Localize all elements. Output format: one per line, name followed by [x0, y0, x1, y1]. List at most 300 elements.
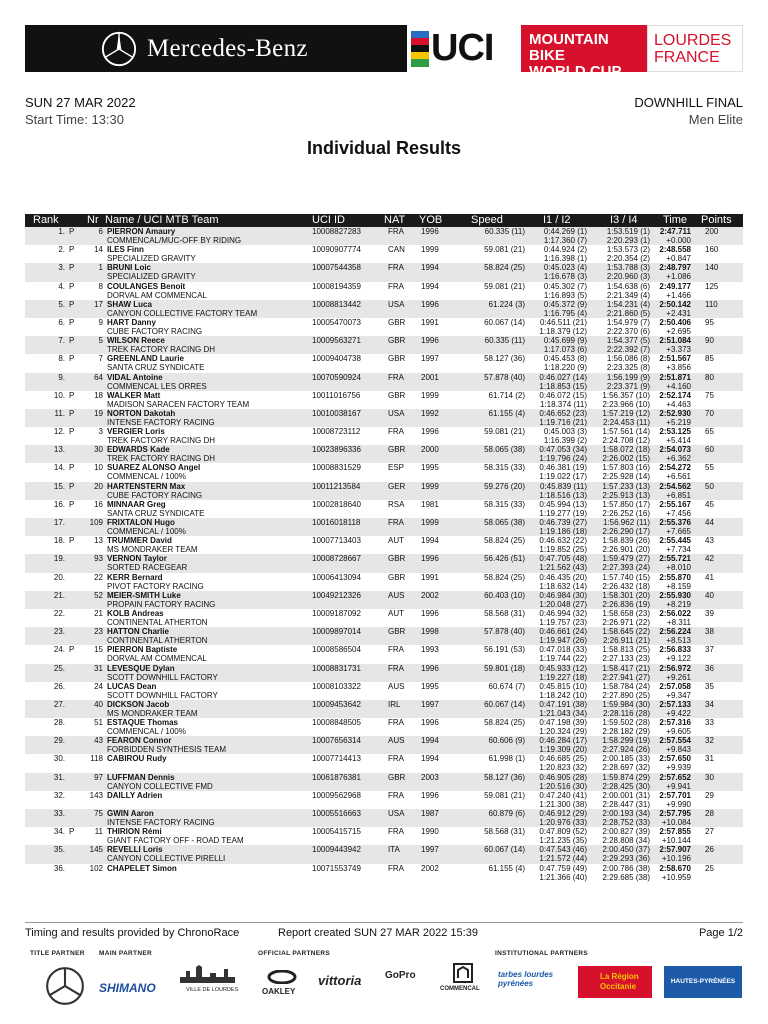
- bib-number-cell: 23: [94, 627, 103, 637]
- nationality-cell: FRA: [388, 227, 404, 236]
- nationality-cell: GBR: [388, 554, 406, 564]
- table-row: [25, 445, 743, 463]
- uci-id-cell: 10006413094: [312, 572, 361, 582]
- split-i1-cell: 0:47.809 (52): [539, 827, 587, 837]
- year-of-birth-cell: 1997: [421, 354, 439, 364]
- bib-number-cell: 143: [89, 790, 103, 800]
- split-i1-cell: 0:47.018 (33): [539, 645, 587, 655]
- rank-cell: 15.: [53, 481, 65, 491]
- points-cell: 41: [705, 572, 714, 582]
- table-row: [25, 263, 743, 281]
- split-i2-cell: 1:19.277 (19): [539, 508, 587, 518]
- split-i1-cell: 0:47.191 (38): [539, 699, 587, 709]
- year-of-birth-cell: 2000: [421, 445, 439, 455]
- split-i2-cell: 1:18.632 (14): [539, 581, 587, 591]
- year-of-birth-cell: 1996: [421, 336, 439, 346]
- split-i4-cell: 2:26.432 (18): [602, 581, 650, 591]
- time-gap-cell: +6.851: [666, 490, 691, 500]
- team-name-cell: DORVAL AM COMMENCAL: [107, 654, 207, 664]
- split-i4-cell: 2:20.960 (3): [606, 272, 650, 282]
- finish-time-cell: 2:55.167: [659, 499, 691, 509]
- finish-time-cell: 2:56.022: [659, 608, 691, 618]
- time-gap-cell: +9.939: [666, 763, 691, 773]
- points-cell: 31: [705, 754, 714, 764]
- team-name-cell: CANYON COLLECTIVE PIRELLI: [107, 854, 226, 864]
- prio-cell: P: [69, 227, 75, 236]
- time-gap-cell: +9.261: [666, 672, 691, 682]
- rank-cell: 16.: [53, 499, 65, 509]
- team-name-cell: CUBE FACTORY RACING: [107, 490, 203, 500]
- split-i1-cell: 0:45.003 (3): [543, 427, 587, 437]
- time-gap-cell: +7.734: [666, 545, 691, 555]
- team-name-cell: CUBE FACTORY RACING: [107, 326, 203, 336]
- points-cell: 40: [705, 590, 714, 600]
- time-gap-cell: +9.941: [666, 781, 691, 791]
- split-i3-cell: 1:59.502 (28): [602, 718, 650, 728]
- bib-number-cell: 75: [94, 809, 103, 818]
- split-i1-cell: 0:46.661 (24): [539, 627, 587, 637]
- col-rank: Rank: [33, 214, 59, 226]
- table-row: [25, 845, 743, 863]
- uci-id-cell: 10071553749: [312, 863, 361, 873]
- rider-name-cell: SHAW Luca: [107, 299, 152, 309]
- year-of-birth-cell: 1999: [421, 390, 439, 400]
- bib-number-cell: 16: [94, 499, 103, 509]
- split-i1-cell: 0:47.198 (39): [539, 718, 587, 728]
- split-i3-cell: 1:54.231 (4): [606, 299, 650, 309]
- bib-number-cell: 102: [89, 863, 103, 873]
- brand-name: Mercedes-Benz: [147, 34, 308, 62]
- time-gap-cell: +10.196: [661, 854, 691, 864]
- uci-id-cell: 10005470073: [312, 317, 361, 327]
- table-row: [25, 536, 743, 554]
- rider-name-cell: VIDAL Antoine: [107, 372, 163, 382]
- tarbes-logo: tarbes lourdes pyrénées: [498, 970, 554, 988]
- speed-cell: 58.824 (25): [484, 572, 525, 582]
- prio-cell: P: [69, 263, 75, 273]
- rider-name-cell: WALKER Matt: [107, 390, 161, 400]
- time-gap-cell: +2.431: [666, 308, 691, 318]
- split-i3-cell: 2:00.827 (39): [602, 827, 650, 837]
- split-i3-cell: 1:58.645 (22): [602, 627, 650, 637]
- year-of-birth-cell: 1994: [421, 281, 439, 291]
- points-cell: 80: [705, 372, 714, 382]
- bib-number-cell: 64: [94, 372, 103, 382]
- rank-cell: 10.: [53, 390, 65, 400]
- nationality-cell: FRA: [388, 863, 404, 873]
- team-name-cell: TREK FACTORY RACING DH: [107, 436, 216, 446]
- finish-time-cell: 2:52.174: [659, 390, 691, 400]
- rank-cell: 32.: [53, 790, 65, 800]
- prio-cell: P: [69, 481, 75, 491]
- nationality-cell: FRA: [388, 263, 404, 273]
- finish-time-cell: 2:51.567: [659, 354, 691, 364]
- bib-number-cell: 93: [94, 554, 103, 564]
- team-name-cell: PIVOT FACTORY RACING: [107, 581, 204, 591]
- official-partners-label: OFFICIAL PARTNERS: [258, 950, 331, 957]
- speed-cell: 58.824 (25): [484, 263, 525, 273]
- points-cell: 32: [705, 736, 714, 746]
- col-uci-id: UCI ID: [312, 214, 345, 226]
- rider-name-cell: FRIXTALON Hugo: [107, 518, 175, 527]
- year-of-birth-cell: 1996: [421, 299, 439, 309]
- rider-name-cell: KOLB Andreas: [107, 608, 164, 618]
- split-i1-cell: 0:46.511 (21): [540, 317, 587, 327]
- page-title: Individual Results: [306, 138, 462, 158]
- rank-cell: 33.: [53, 809, 65, 818]
- table-row: [25, 609, 743, 627]
- team-name-cell: COMMENCAL/MUC-OFF BY RIDING: [107, 236, 242, 245]
- uci-id-cell: 10016018118: [312, 518, 361, 527]
- speed-cell: 60.335 (11): [484, 336, 525, 346]
- finish-time-cell: 2:48.558: [659, 245, 691, 255]
- team-name-cell: SPECIALIZED GRAVITY: [107, 272, 196, 282]
- nationality-cell: ESP: [388, 463, 405, 473]
- rider-name-cell: EDWARDS Kade: [107, 445, 170, 455]
- col-speed: Speed: [471, 214, 503, 226]
- split-i4-cell: 2:28.808 (34): [602, 836, 650, 846]
- nationality-cell: AUT: [388, 608, 404, 618]
- split-i4-cell: 2:26.252 (16): [602, 508, 650, 518]
- finish-time-cell: 2:54.562: [659, 481, 691, 491]
- year-of-birth-cell: 1996: [421, 608, 439, 618]
- ville-skyline-icon: [180, 965, 235, 983]
- uci-id-cell: 10009562968: [312, 790, 361, 800]
- rider-name-cell: HATTON Charlie: [107, 627, 169, 637]
- table-row: [25, 736, 743, 754]
- speed-cell: 59.081 (21): [484, 427, 525, 437]
- split-i1-cell: 0:45.023 (4): [543, 263, 587, 273]
- speed-cell: 59.801 (18): [484, 663, 525, 673]
- nationality-cell: FRA: [388, 827, 404, 837]
- time-gap-cell: +9.122: [666, 654, 691, 664]
- mercedes-star-icon: [100, 30, 138, 68]
- table-row: [25, 318, 743, 336]
- speed-cell: 59.081 (21): [484, 245, 525, 255]
- rank-cell: 6.: [58, 317, 65, 327]
- rank-cell: 2.: [58, 245, 65, 255]
- split-i3-cell: 1:59.984 (30): [602, 699, 650, 709]
- finish-time-cell: 2:51.084: [659, 336, 691, 346]
- points-cell: 26: [705, 845, 714, 855]
- speed-cell: 60.067 (14): [484, 317, 525, 327]
- split-i3-cell: 2:00.786 (38): [602, 863, 650, 873]
- points-cell: 44: [705, 518, 714, 527]
- split-i1-cell: 0:45.302 (7): [543, 281, 587, 291]
- split-i4-cell: 2:27.941 (27): [602, 672, 650, 682]
- uci-id-cell: 10005415715: [312, 827, 361, 837]
- speed-cell: 60.067 (14): [484, 845, 525, 855]
- rider-name-cell: KERR Bernard: [107, 572, 163, 582]
- speed-cell: 61.155 (4): [488, 863, 525, 873]
- col-i3-i4: I3 / I4: [610, 214, 638, 226]
- uci-id-cell: 10009453642: [312, 699, 361, 709]
- nationality-cell: GBR: [388, 336, 406, 346]
- finish-time-cell: 2:55.870: [659, 572, 691, 582]
- commencal-crest-icon: [452, 962, 474, 984]
- team-name-cell: SCOTT DOWNHILL FACTORY: [107, 672, 218, 682]
- finish-time-cell: 2:57.907: [659, 845, 691, 855]
- uci-id-cell: 10090907774: [312, 245, 361, 255]
- split-i3-cell: 1:58.072 (18): [602, 445, 650, 455]
- uci-id-cell: 10007713403: [312, 536, 361, 546]
- commencal-logo: COMMENCAL: [440, 986, 480, 992]
- year-of-birth-cell: 1996: [421, 227, 439, 236]
- nationality-cell: USA: [388, 408, 405, 418]
- nationality-cell: GBR: [388, 445, 406, 455]
- split-i4-cell: 2:26.971 (22): [602, 617, 650, 627]
- bib-number-cell: 10: [94, 463, 103, 473]
- bib-number-cell: 30: [94, 445, 103, 455]
- year-of-birth-cell: 1995: [421, 463, 439, 473]
- uci-id-cell: 10009443942: [312, 845, 361, 855]
- table-row: [25, 427, 743, 445]
- split-i1-cell: 0:45.839 (11): [540, 481, 587, 491]
- rank-cell: 24.: [53, 645, 65, 655]
- split-i1-cell: 0:46.652 (23): [539, 408, 587, 418]
- year-of-birth-cell: 1981: [421, 499, 439, 509]
- year-of-birth-cell: 1996: [421, 427, 439, 437]
- uci-logo: [407, 25, 521, 72]
- split-i2-cell: 1:19.796 (24): [539, 454, 587, 464]
- nationality-cell: FRA: [388, 754, 404, 764]
- table-row: [25, 573, 743, 591]
- table-row: [25, 791, 743, 809]
- prio-cell: P: [69, 536, 75, 546]
- bib-number-cell: 20: [94, 481, 103, 491]
- uci-id-cell: 10009897014: [312, 627, 361, 637]
- bib-number-cell: 97: [94, 772, 103, 782]
- finish-time-cell: 2:48.797: [659, 263, 691, 273]
- finish-time-cell: 2:50.406: [659, 317, 691, 327]
- rank-cell: 8.: [58, 354, 65, 364]
- team-name-cell: CONTINENTAL ATHERTON: [107, 636, 208, 646]
- year-of-birth-cell: 1994: [421, 754, 439, 764]
- uci-id-cell: 10009563271: [312, 336, 361, 346]
- split-i1-cell: 0:45.699 (9): [543, 336, 587, 346]
- speed-cell: 57.878 (40): [484, 627, 525, 637]
- bib-number-cell: 21: [94, 608, 103, 618]
- rider-name-cell: LEVESQUE Dylan: [107, 663, 175, 673]
- ville-de-lourdes-logo: VILLE DE LOURDES: [186, 987, 239, 993]
- nationality-cell: AUS: [388, 590, 405, 600]
- split-i2-cell: 1:18.242 (10): [539, 690, 587, 700]
- speed-cell: 59.081 (21): [484, 790, 525, 800]
- year-of-birth-cell: 1996: [421, 554, 439, 564]
- uci-id-cell: 10005516663: [312, 809, 361, 818]
- uci-stripe: [411, 31, 429, 38]
- uci-id-cell: 10010038167: [312, 408, 361, 418]
- split-i2-cell: 1:19.309 (20): [539, 745, 587, 755]
- uci-id-cell: 10008831529: [312, 463, 361, 473]
- uci-id-cell: 10007544358: [312, 263, 361, 273]
- points-cell: 200: [705, 227, 719, 236]
- report-timestamp: Report created SUN 27 MAR 2022 15:39: [278, 927, 478, 939]
- race-date: SUN 27 MAR 2022: [25, 95, 136, 110]
- split-i2-cell: 1:19.022 (17): [539, 472, 587, 482]
- rider-name-cell: ESTAQUE Thomas: [107, 718, 178, 728]
- team-name-cell: SPECIALIZED GRAVITY: [107, 254, 196, 264]
- table-row: [25, 718, 743, 736]
- rank-cell: 18.: [53, 536, 65, 546]
- speed-cell: 58.568 (31): [484, 608, 525, 618]
- start-time: Start Time: 13:30: [25, 112, 124, 127]
- oakley-ellipse-icon: [267, 970, 297, 984]
- rider-name-cell: FEARON Connor: [107, 736, 172, 746]
- occitanie-logo: La Région Occitanie: [578, 966, 652, 998]
- time-gap-cell: +8.311: [666, 617, 691, 627]
- time-gap-cell: +6.362: [666, 454, 691, 464]
- rider-name-cell: MINNAAR Greg: [107, 499, 166, 509]
- table-row: [25, 591, 743, 609]
- speed-cell: 61.998 (1): [488, 754, 525, 764]
- prio-cell: P: [69, 317, 75, 327]
- speed-cell: 58.127 (36): [484, 772, 525, 782]
- split-i3-cell: 1:59.874 (29): [602, 772, 650, 782]
- uci-id-cell: 10008586504: [312, 645, 361, 655]
- rank-cell: 14.: [53, 463, 65, 473]
- prio-cell: P: [69, 336, 75, 346]
- split-i3-cell: 1:58.839 (26): [602, 536, 650, 546]
- rider-name-cell: PIERRON Baptiste: [107, 645, 178, 655]
- team-name-cell: PROPAIN FACTORY RACING: [107, 599, 216, 609]
- points-cell: 38: [705, 627, 714, 637]
- prio-cell: P: [69, 281, 75, 291]
- team-name-cell: CANYON COLLECTIVE FMD: [107, 781, 213, 791]
- split-i3-cell: 1:54.979 (7): [606, 317, 650, 327]
- finish-time-cell: 2:55.721: [659, 554, 691, 564]
- finish-time-cell: 2:58.670: [659, 863, 691, 873]
- rider-name-cell: GWIN Aaron: [107, 809, 154, 818]
- split-i1-cell: 0:46.381 (19): [539, 463, 587, 473]
- split-i2-cell: 1:20.823 (32): [539, 763, 587, 773]
- team-name-cell: SCOTT DOWNHILL FACTORY: [107, 690, 218, 700]
- split-i1-cell: 0:45.453 (8): [543, 354, 587, 364]
- time-gap-cell: +7.665: [666, 527, 691, 536]
- split-i4-cell: 2:28.116 (28): [603, 708, 650, 718]
- finish-time-cell: 2:57.133: [659, 699, 691, 709]
- table-row: [25, 827, 743, 845]
- time-gap-cell: +1.086: [666, 272, 691, 282]
- time-gap-cell: +8.159: [666, 581, 691, 591]
- table-row: [25, 754, 743, 772]
- header-banner: [25, 25, 743, 80]
- col-i1-i2: I1 / I2: [543, 214, 571, 226]
- split-i3-cell: 2:00.193 (34): [602, 809, 650, 818]
- points-cell: 90: [705, 336, 714, 346]
- rider-name-cell: HARTENSTERN Max: [107, 481, 186, 491]
- bib-number-cell: 11: [94, 827, 103, 837]
- split-i2-cell: 1:18.379 (12): [539, 326, 587, 336]
- speed-cell: 56.426 (51): [484, 554, 525, 564]
- bib-number-cell: 15: [94, 645, 103, 655]
- split-i4-cell: 2:29.685 (38): [602, 872, 650, 882]
- speed-cell: 60.879 (6): [488, 809, 525, 818]
- bib-number-cell: 118: [90, 754, 103, 764]
- uci-id-cell: 10008103322: [312, 681, 361, 691]
- series-line-2: WORLD CUP: [529, 63, 622, 80]
- uci-id-cell: 10061876381: [312, 772, 361, 782]
- speed-cell: 60.606 (9): [488, 736, 525, 746]
- year-of-birth-cell: 1996: [421, 718, 439, 728]
- split-i3-cell: 1:53.519 (1): [606, 227, 650, 236]
- prio-cell: P: [69, 645, 75, 655]
- split-i2-cell: 1:18.374 (11): [540, 399, 587, 409]
- uci-id-cell: 10008848505: [312, 718, 361, 728]
- team-name-cell: COMMENCAL / 100%: [107, 527, 186, 536]
- points-cell: 27: [705, 827, 714, 837]
- uci-id-cell: 10008827283: [312, 227, 361, 236]
- split-i4-cell: 2:26.911 (21): [603, 636, 650, 646]
- team-name-cell: MS MONDRAKER TEAM: [107, 708, 198, 718]
- finish-time-cell: 2:57.316: [659, 718, 691, 728]
- split-i4-cell: 2:26.290 (17): [602, 527, 650, 536]
- table-row: [25, 373, 743, 391]
- time-gap-cell: +3.373: [666, 345, 691, 355]
- time-gap-cell: +6.561: [666, 472, 691, 482]
- results-table-body: [25, 227, 743, 882]
- table-row: [25, 463, 743, 481]
- rank-cell: 22.: [53, 608, 65, 618]
- nationality-cell: CAN: [388, 245, 405, 255]
- time-gap-cell: +2.695: [666, 326, 691, 336]
- year-of-birth-cell: 1997: [421, 699, 439, 709]
- points-cell: 36: [705, 663, 714, 673]
- finish-time-cell: 2:54.073: [659, 445, 691, 455]
- timing-credit: Timing and results provided by ChronoRace: [25, 927, 240, 939]
- time-gap-cell: +5.414: [666, 436, 691, 446]
- speed-cell: 60.335 (11): [484, 227, 525, 236]
- rider-name-cell: NORTON Dakotah: [107, 408, 176, 418]
- rider-name-cell: BRUNI Loic: [107, 263, 151, 273]
- points-cell: 50: [705, 481, 714, 491]
- split-i1-cell: 0:47.759 (49): [539, 863, 587, 873]
- time-gap-cell: +3.856: [666, 363, 691, 373]
- split-i2-cell: 1:20.976 (33): [539, 818, 587, 827]
- split-i2-cell: 1:21.562 (43): [539, 563, 587, 573]
- time-gap-cell: +10.959: [661, 872, 691, 882]
- split-i1-cell: 0:45.994 (13): [539, 499, 587, 509]
- rank-cell: 1.: [58, 227, 65, 236]
- speed-cell: 58.127 (36): [484, 354, 525, 364]
- prio-cell: P: [69, 499, 75, 509]
- split-i4-cell: 2:25.913 (13): [602, 490, 650, 500]
- rank-cell: 20.: [53, 572, 65, 582]
- time-gap-cell: +9.605: [666, 727, 691, 737]
- nationality-cell: GBR: [388, 390, 406, 400]
- nationality-cell: FRA: [388, 427, 404, 437]
- time-gap-cell: +10.144: [661, 836, 691, 846]
- time-gap-cell: +8.513: [666, 636, 691, 646]
- speed-cell: 58.065 (38): [484, 445, 525, 455]
- split-i1-cell: 0:46.072 (15): [539, 390, 587, 400]
- year-of-birth-cell: 1996: [421, 663, 439, 673]
- finish-time-cell: 2:56.224: [659, 627, 691, 637]
- table-row: [25, 336, 743, 354]
- team-name-cell: GIANT FACTORY OFF - ROAD TEAM: [107, 836, 244, 846]
- finish-time-cell: 2:47.711: [659, 227, 691, 236]
- speed-cell: 58.065 (38): [484, 518, 525, 527]
- nationality-cell: FRA: [388, 372, 404, 382]
- split-i1-cell: 0:46.905 (28): [539, 772, 587, 782]
- rider-name-cell: LUCAS Dean: [107, 681, 157, 691]
- prio-cell: P: [69, 827, 75, 837]
- uci-id-cell: 10008723112: [312, 427, 361, 437]
- split-i3-cell: 2:00.450 (37): [602, 845, 650, 855]
- nationality-cell: FRA: [388, 645, 404, 655]
- finish-time-cell: 2:55.445: [659, 536, 691, 546]
- table-row: [25, 245, 743, 263]
